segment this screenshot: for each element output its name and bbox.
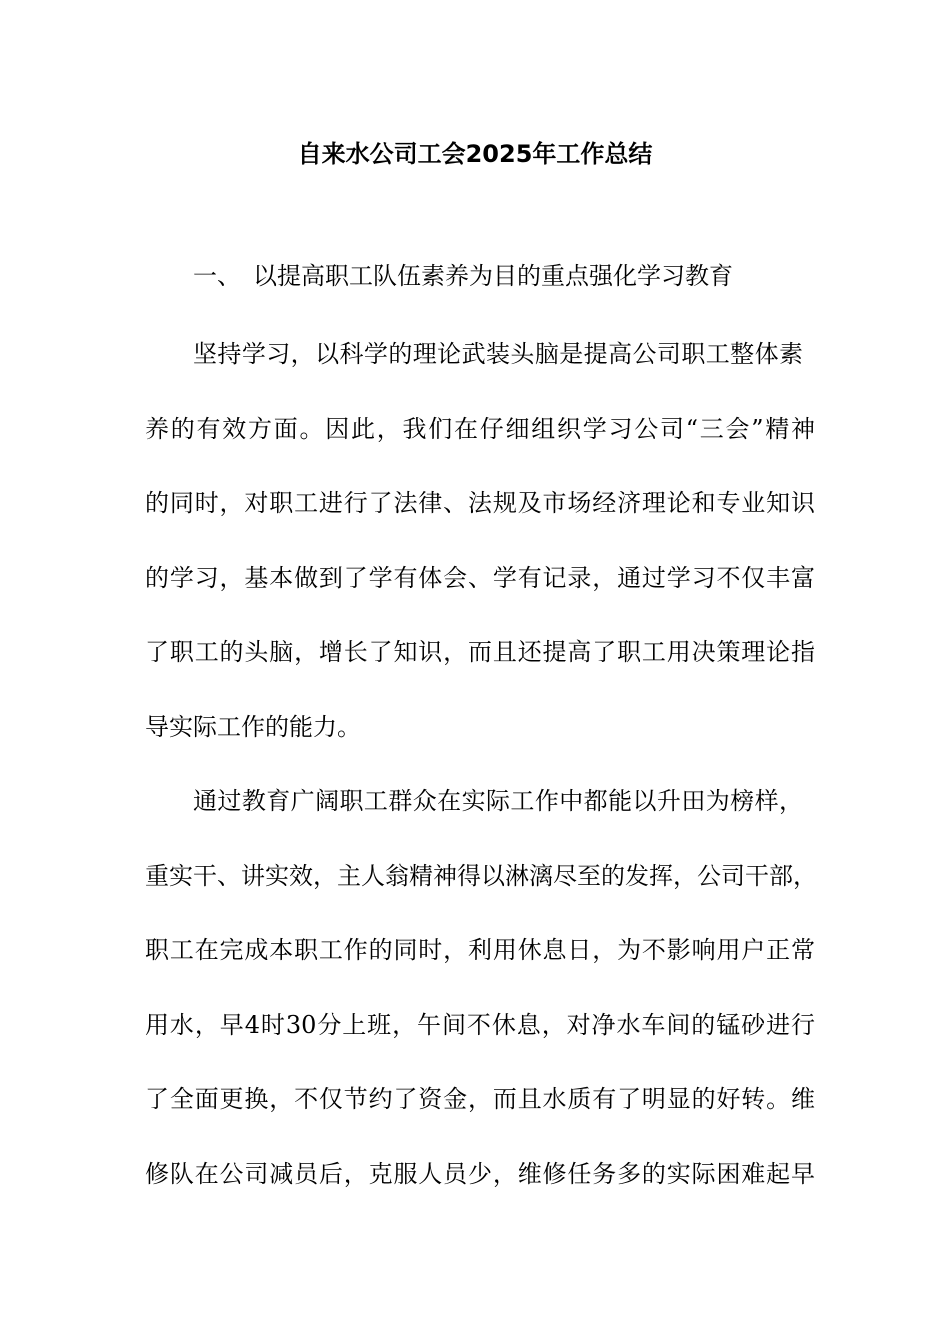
paragraph-2-line: 通过教育广阔职工群众在实际工作中都能以升田为榜样， xyxy=(193,787,803,815)
section-heading xyxy=(193,258,733,294)
paragraph-1-line: 的学习，基本做到了学有体会、学有记录，通过学习不仅丰富 xyxy=(145,564,815,592)
paragraph-1-line: 的同时，对职工进行了法律、法规及市场经济理论和专业知识 xyxy=(145,489,815,517)
paragraph-1-line: 坚持学习，以科学的理论武装头脑是提高公司职工整体素 xyxy=(193,340,803,368)
paragraph-2-line: 了全面更换，不仅节约了资金，而且水质有了明显的好转。维 xyxy=(145,1085,815,1113)
paragraph-1-line: 了职工的头脑，增长了知识，而且还提高了职工用决策理论指 xyxy=(145,638,815,666)
paragraph-2-line: 重实干、讲实效，主人翁精神得以淋漓尽至的发挥，公司干部， xyxy=(145,862,817,890)
paragraph-1-line: 养的有效方面。因此，我们在仔细组织学习公司“三会”精神 xyxy=(145,415,815,443)
paragraph-2-line: 职工在完成本职工作的同时，利用休息日，为不影响用户正常 xyxy=(145,936,815,964)
section-number: 一、 xyxy=(193,262,241,290)
section-heading-text: 以提高职工队伍素养为目的重点强化学习教育 xyxy=(253,262,733,290)
paragraph-1-line: 导实际工作的能力。 xyxy=(145,713,361,741)
document-title: 自来水公司工会2025年工作总结 xyxy=(297,140,653,168)
paragraph-2-line: 用水，早4时30分上班，午间不休息，对净水车间的锰砂进行 xyxy=(145,1011,815,1039)
paragraph-2-line: 修队在公司减员后，克服人员少，维修任务多的实际困难起早 xyxy=(145,1160,815,1188)
